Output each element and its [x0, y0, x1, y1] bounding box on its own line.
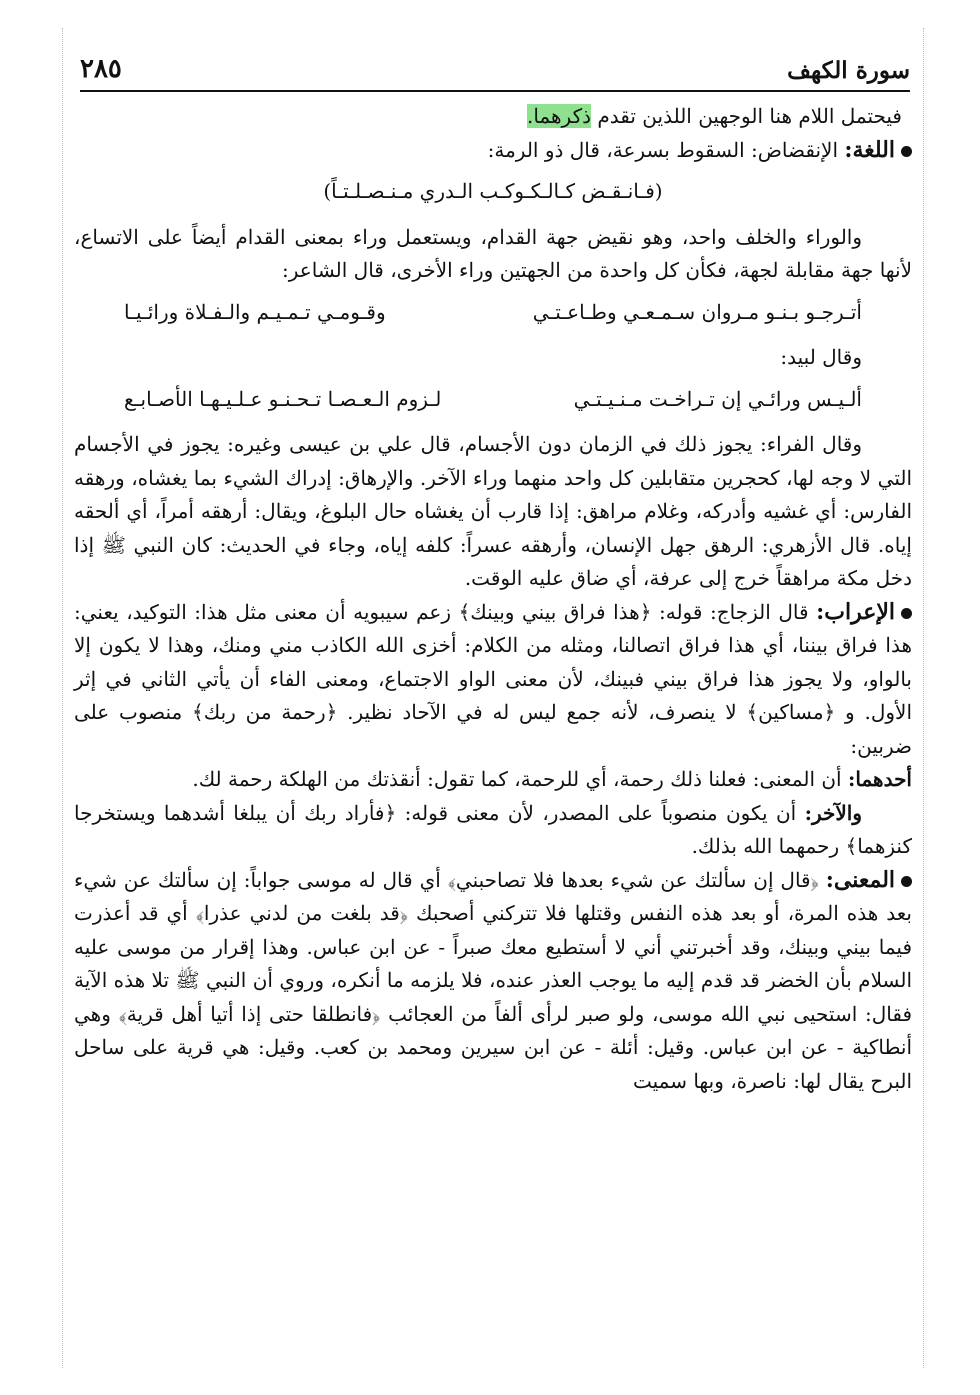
- labid-intro: وقال لبيد:: [780, 345, 862, 369]
- irab-paragraph: [74, 596, 912, 764]
- bullet-icon: [901, 146, 912, 157]
- page-number: ٢٨٥: [80, 54, 122, 84]
- irab-heading: الإعراب:: [816, 598, 896, 625]
- quote-line: (فـانـقـض كـالـكـوكـب الـدري مـنـصـلـتـاً): [323, 179, 663, 203]
- highlighted-text: ذكرهما.: [526, 104, 591, 128]
- lugha-paragraph: [74, 134, 912, 168]
- poem-verse-2: [74, 383, 912, 417]
- poem-2-second-hemistich: لـزوم الـعـصـا تـحـنـو عـلـيـهـا الأصـابـع: [124, 386, 442, 411]
- lugha-heading: اللغة:: [844, 136, 895, 163]
- akhar-paragraph: [74, 797, 912, 864]
- ahaduhuma-text: أن المعنى: فعلنا ذلك رحمة، أي للرحمة، كما تقول: أنقذتك من الهلكة رحمة لك.: [192, 767, 842, 791]
- akhar-heading: والآخر:: [804, 800, 862, 825]
- poem-2-first-hemistich: ألـيـس ورائـي إن تـراخـت مـنـيـتـي: [573, 386, 862, 411]
- page-header: [80, 42, 910, 92]
- intro-text: فيحتمل اللام هنا الوجهين اللذين تقدم: [597, 104, 902, 128]
- mana-heading: المعنى:: [825, 866, 896, 893]
- wara-paragraph: والوراء والخلف واحد، وهو نقيض جهة القدام، ويستعمل وراء بمعنى القدام أيضاً على الاتساع، لأنها جهة مقابلة لجهة، فكأن كل واحدة من الجهتين وراء الأخرى، قال الشاعر:: [74, 224, 912, 282]
- surah-title: سورة الكهف: [787, 57, 910, 84]
- irab-text: قال الزجاج: قوله: ﴿هذا فراق بيني وبينك﴾ زعم سيبويه أن معنى مثل هذا: التوكيد، يعني: هذا فراق بيننا، أي هذا فراق اتصالنا، ومثله من الكلام: أخزى الله الكاذب مني ومنك، وهذا لا يكون إلا بالواو، ولا يجوز هذا فراق بيني فبينك، لأن معنى الواو الاجتماع، ومعنى الفاء أن يأتي الثاني في إثر الأول. و ﴿مساكين﴾ لا ينصرف، لأنه جمع ليس له في الآحاد نظير. ﴿رحمة من ربك﴾ منصوب على ضربين:: [74, 599, 912, 758]
- poem-verse-1: [74, 296, 912, 330]
- farra-paragraph: وقال الفراء: يجوز ذلك في الزمان دون الأجسام، قال علي بن عيسى وغيره: يجوز في الأجسام التي لا وجه لها، كحجرين متقابلين كل واحد منهما وراء الآخر. والإرهاق: إدراك الشيء بما يغشاه، ورهقه الفارس: أي غشيه وأدركه، وغلام مراهق: إذا قارب أن يغشاه حال البلوغ، ويقال: أرهقه أمراً، أي ألحقه إياه. قال الأزهري: الرهق جهل الإنسان، وأرهقه عسراً: كلفه إياه، وجاء في الحديث: كان النبي ﷺ إذا دخل مكة مراهقاً خرج إلى عرفة، أي ضاق عليه الوقت.: [74, 432, 912, 590]
- lugha-text: الإنقضاض: السقوط بسرعة، قال ذو الرمة:: [487, 137, 838, 162]
- ahaduhuma-heading: أحدهما:: [847, 767, 912, 791]
- page-body: [74, 100, 912, 1098]
- mana-text: ﴿قال إن سألتك عن شيء بعدها فلا تصاحبني﴾ أي قال له موسى جواباً: إن سألتك عن شيء بعد هذه المرة، أو بعد هذه النفس وقتلها فلا تتركني أصحبك ﴿قد بلغت من لدني عذرا﴾ أي قد أعذرت فيما بيني وبينك، وقد أخبرتني أني لا أستطيع معك صبراً - عن ابن عباس. وهذا إقرار من موسى عليه السلام بأن الخضر قد قدم إليه ما يوجب العذر عنده، فلا يلزمه ما أنكره، وروي أن النبي ﷺ تلا هذه الآية فقال: استحيى نبي الله موسى، ولو صبر لرأى ألفاً من العجائب ﴿فانطلقا حتى إذا أتيا أهل قرية﴾ وهي أنطاكية - عن ابن عباس. وقيل: أئلة - عن ابن سيرين ومحمد بن كعب. وقيل: هي قرية على ساحل البرح يقال لها: ناصرة، وبها سميت: [74, 867, 912, 1093]
- mana-paragraph: [74, 864, 912, 1099]
- poem-1-second-hemistich: وقـومـي تـمـيـم والـفـلاة ورائـيـا: [124, 299, 386, 324]
- bullet-icon: [901, 876, 912, 887]
- intro-line: [74, 100, 912, 134]
- akhar-text: أن يكون منصوباً على المصدر، لأن معنى قوله: ﴿فأراد ربك أن يبلغا أشدهما ويستخرجا كنزهما﴾ رحمهما الله بذلك.: [74, 800, 912, 858]
- poem-1-first-hemistich: أتـرجـو بـنـو مـروان سـمـعـي وطـاعـتـي: [532, 299, 862, 324]
- ahaduhuma-paragraph: [74, 763, 912, 797]
- bullet-icon: [901, 608, 912, 619]
